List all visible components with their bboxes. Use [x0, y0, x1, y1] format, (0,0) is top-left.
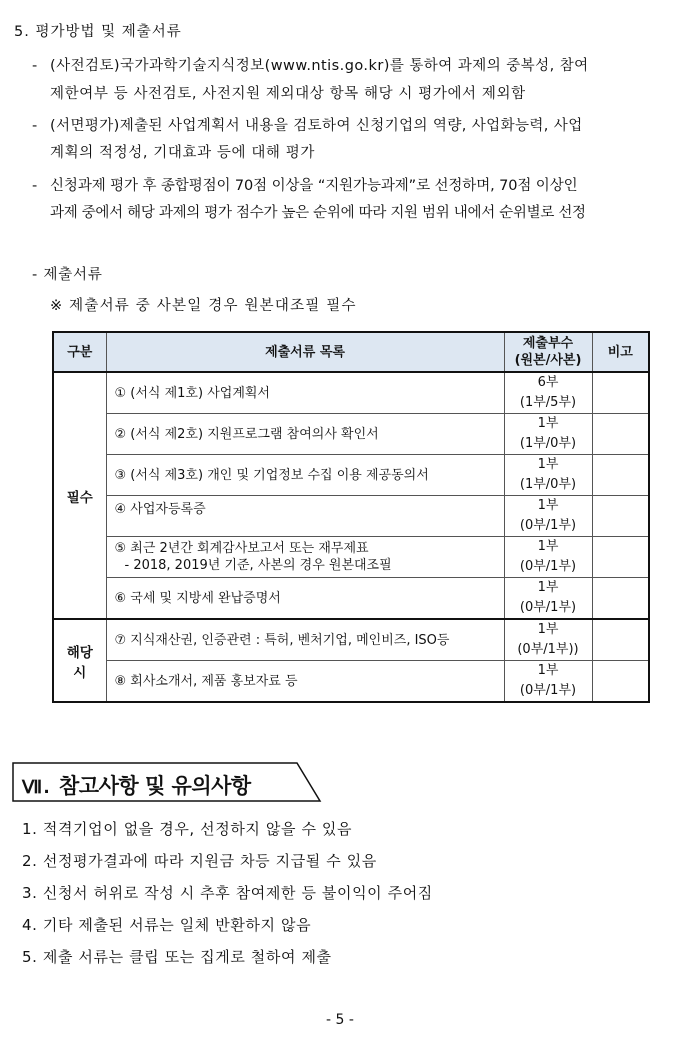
doc-cell	[106, 578, 504, 620]
doc-text: ⑥ 국세 및 지방세 완납증명서	[114, 590, 281, 606]
remarks-cell	[592, 455, 649, 496]
list-item: 4. 기타 제출된 서류는 일체 반환하지 않음	[22, 916, 312, 934]
qty-split: (1부/5부)	[519, 395, 577, 410]
table-row	[53, 414, 649, 455]
qty-total: 1부	[537, 663, 559, 678]
doc-cell	[106, 537, 504, 578]
remarks-cell	[592, 661, 649, 703]
qty-split: (0부/1부)	[519, 518, 577, 533]
docs-label: - 제출서류	[32, 267, 103, 283]
qty-cell	[504, 619, 592, 661]
docs-note: ※ 제출서류 중 사본일 경우 원본대조필 필수	[50, 298, 357, 314]
qty-cell	[504, 578, 592, 620]
header-copies	[504, 332, 592, 372]
header-category: 구분	[53, 332, 106, 372]
header-copies-line1: 제출부수	[522, 336, 574, 351]
qty-total: 1부	[537, 457, 559, 472]
doc-text: ① (서식 제1호) 사업계획서	[114, 385, 270, 401]
qty-split: (0부/1부)	[519, 600, 577, 615]
bullet-text-cont: 제한여부 등 사전검토, 사전지원 제외대상 항목 해당 시 평가에서 제외함	[50, 86, 526, 102]
doc-text: ⑦ 지식재산권, 인증관련 : 특허, 벤처기업, 메인비즈, ISO등	[114, 632, 450, 648]
section-roman-numeral: Ⅶ.	[22, 777, 51, 798]
category-if-applicable: 해당시	[53, 619, 106, 702]
list-item: 5. 제출 서류는 클립 또는 집게로 철하여 제출	[22, 948, 332, 966]
doc-cell	[106, 414, 504, 455]
qty-cell	[504, 537, 592, 578]
qty-cell	[504, 414, 592, 455]
remarks-cell	[592, 537, 649, 578]
table-row	[53, 496, 649, 537]
remarks-cell	[592, 496, 649, 537]
table-row	[53, 455, 649, 496]
doc-text: ⑤ 최근 2년간 회계감사보고서 또는 재무제표	[114, 541, 369, 556]
bullet-text: (사전검토)국가과학기술지식정보(www.ntis.go.kr)를 통하여 과제의 중복성, 참여	[50, 58, 589, 74]
table-row	[53, 578, 649, 620]
table-row	[53, 537, 649, 578]
header-copies-line2: (원본/사본)	[514, 353, 582, 368]
remarks-cell	[592, 414, 649, 455]
doc-subtext: - 2018, 2019년 기준, 사본의 경우 원본대조필	[124, 558, 392, 573]
table-row	[53, 372, 649, 414]
qty-total: 6부	[537, 375, 559, 390]
qty-total: 1부	[537, 498, 559, 513]
bullet-dash: -	[32, 178, 38, 194]
header-remarks: 비고	[592, 332, 649, 372]
qty-total: 1부	[537, 539, 559, 554]
table-row	[53, 661, 649, 703]
bullet-text-cont: 계획의 적정성, 기대효과 등에 대해 평가	[50, 145, 315, 161]
qty-total: 1부	[537, 622, 559, 637]
qty-cell	[504, 372, 592, 414]
bullet-text: (서면평가)제출된 사업계획서 내용을 검토하여 신청기업의 역량, 사업화능력, 사업	[50, 118, 583, 134]
bullet-dash: -	[32, 58, 38, 74]
bullet-text-cont: 과제 중에서 해당 과제의 평가 점수가 높은 순위에 따라 지원 범위 내에서 순위별로 선정	[50, 205, 586, 221]
qty-split: (1부/0부)	[519, 477, 577, 492]
qty-cell	[504, 455, 592, 496]
header-docs: 제출서류 목록	[106, 332, 504, 372]
qty-cell	[504, 661, 592, 703]
qty-total: 1부	[537, 580, 559, 595]
list-item: 1. 적격기업이 없을 경우, 선정하지 않을 수 있음	[22, 820, 353, 838]
qty-total: 1부	[537, 416, 559, 431]
doc-cell	[106, 496, 504, 537]
doc-text: ⑧ 회사소개서, 제품 홍보자료 등	[114, 673, 298, 689]
table-row	[53, 619, 649, 661]
remarks-cell	[592, 372, 649, 414]
list-item: 3. 신청서 허위로 작성 시 추후 참여제한 등 불이익이 주어짐	[22, 884, 433, 902]
qty-split: (0부/1부)	[519, 683, 577, 698]
bullet-text: 신청과제 평가 후 종합평점이 70점 이상을 “지원가능과제”로 선정하며, 70점 이상인	[50, 178, 578, 194]
qty-cell	[504, 496, 592, 537]
page-number: - 5 -	[326, 1012, 354, 1028]
list-item: 2. 선정평가결과에 따라 지원금 차등 지급될 수 있음	[22, 852, 377, 870]
section-title-text: 참고사항 및 유의사항	[59, 774, 251, 798]
section-heading: 5. 평가방법 및 제출서류	[14, 24, 182, 40]
doc-text: ③ (서식 제3호) 개인 및 기업정보 수집 이용 제공동의서	[114, 467, 429, 483]
table-header-row	[53, 332, 649, 372]
qty-split: (1부/0부)	[519, 436, 577, 451]
doc-cell	[106, 455, 504, 496]
submission-docs-table	[52, 331, 650, 703]
doc-cell	[106, 619, 504, 661]
qty-split: (0부/1부))	[517, 642, 579, 657]
doc-cell	[106, 661, 504, 703]
doc-text: ④ 사업자등록증	[114, 502, 206, 517]
remarks-cell	[592, 619, 649, 661]
doc-cell	[106, 372, 504, 414]
bullet-dash: -	[32, 118, 38, 134]
section-title	[22, 770, 251, 800]
doc-text: ② (서식 제2호) 지원프로그램 참여의사 확인서	[114, 426, 379, 442]
remarks-cell	[592, 578, 649, 620]
category-required: 필수	[53, 372, 106, 619]
qty-split: (0부/1부)	[519, 559, 577, 574]
